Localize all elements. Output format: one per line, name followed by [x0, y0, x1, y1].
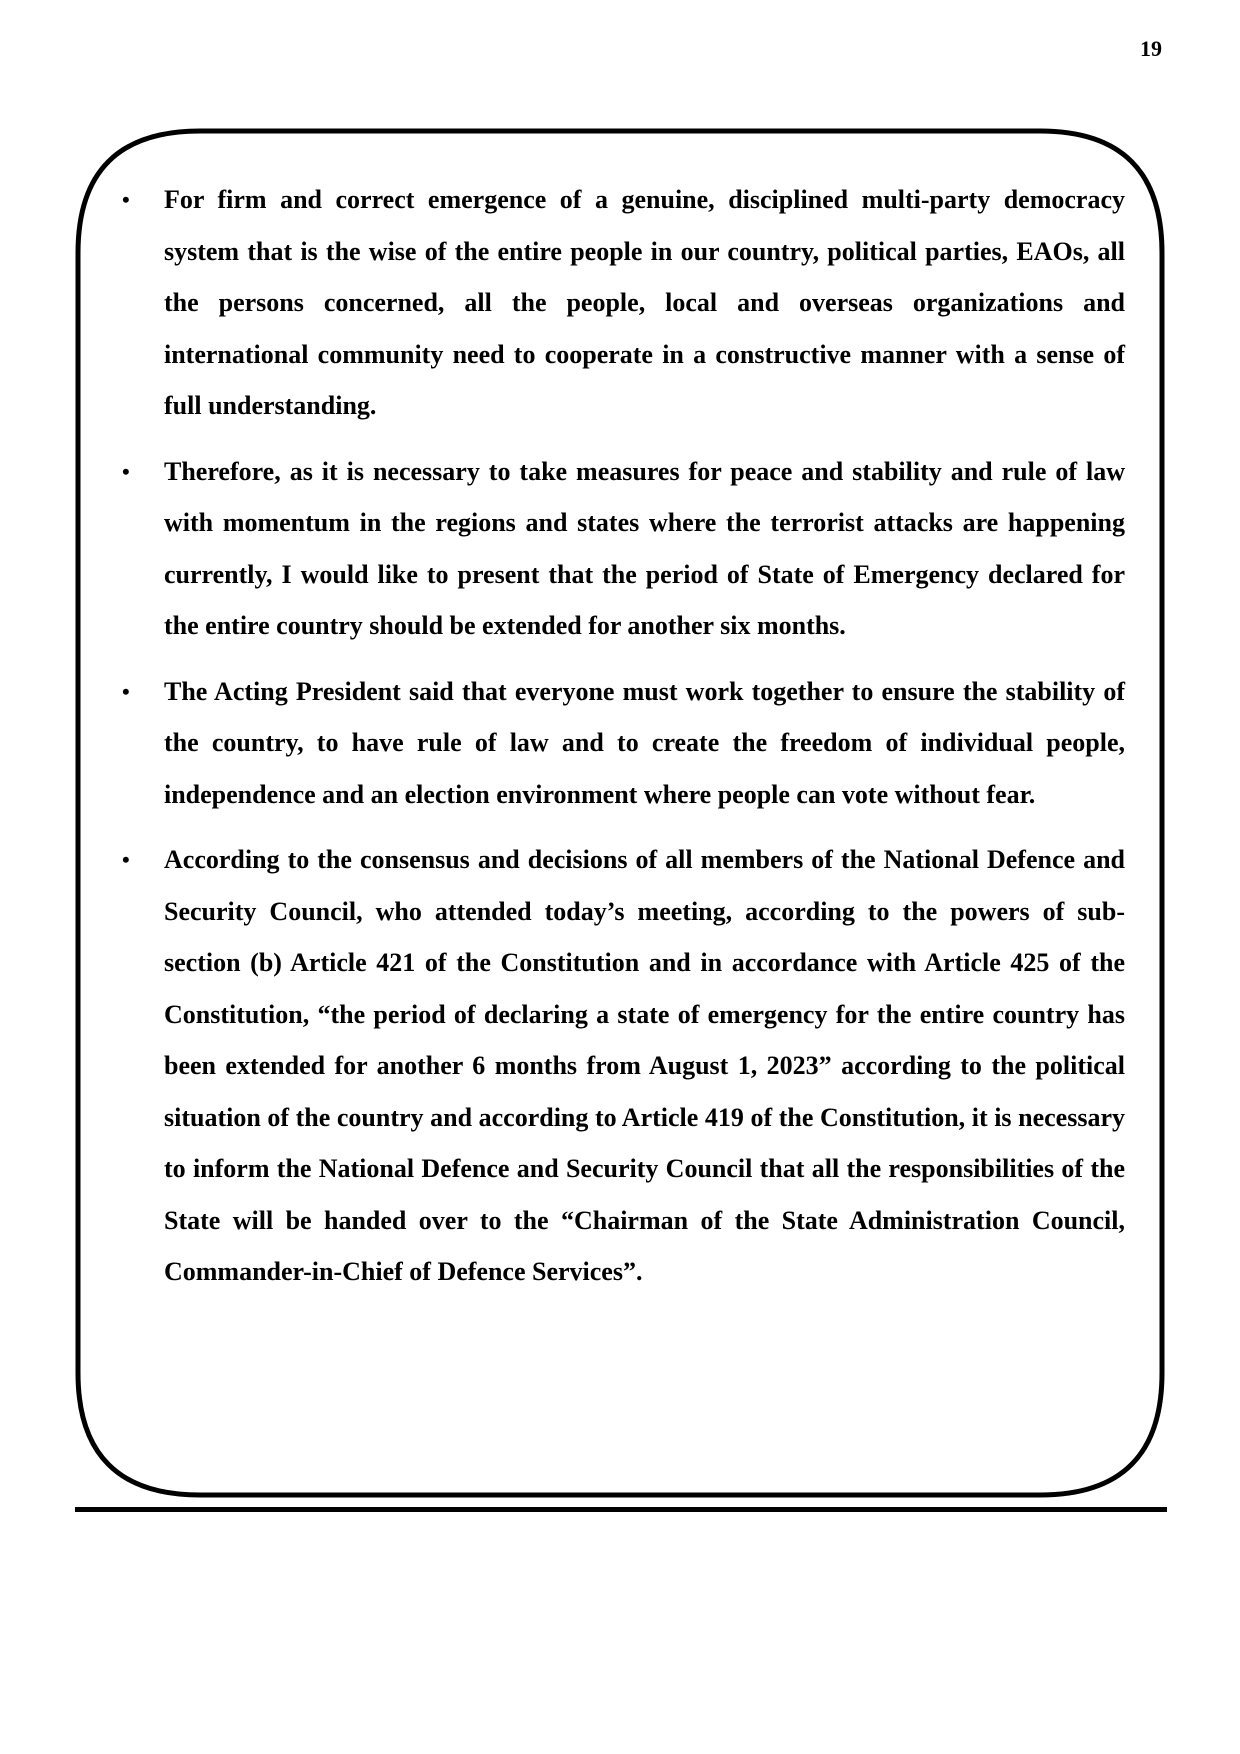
bullet-icon: • [122, 458, 130, 484]
list-item [120, 174, 1125, 432]
list-item-text: For firm and correct emergence of a genuine, disciplined multi-party democracy system that is the wise of the entire people in our country, political parties, EAOs, all the persons concerned, all the people, local and overseas organizations and international community need to cooperate in a constructive manner with a sense of full understanding. [164, 185, 1125, 420]
list-item [120, 834, 1125, 1298]
list-item [120, 666, 1125, 821]
list-item [120, 446, 1125, 652]
bottom-divider-rule [75, 1507, 1167, 1512]
bullet-icon: • [122, 847, 130, 872]
page-number: 19 [1140, 36, 1162, 61]
list-item-text: Therefore, as it is necessary to take measures for peace and stability and rule of law with momentum in the regions and states where the terrorist attacks are happening currently, I would like to present that the period of State of Emergency declared for the entire country should be extended for another six months. [164, 456, 1125, 640]
bullet-list [120, 174, 1125, 1312]
list-item-text: According to the consensus and decisions of all members of the National Defence and Security Council, who attended today’s meeting, according to the powers of sub-section (b) Article 421 of the Constitution and in accordance with Article 425 of the Constitution, “the period of declaring a state of emergency for the entire country has been extended for another 6 months from August 1, 2023” according to the political situation of the country and according to Article 419 of the Constitution, it is necessary to inform the National Defence and Security Council that all the responsibilities of the State will be handed over to the “Chairman of the State Administration Council, Commander-in-Chief of Defence Services”. [164, 845, 1125, 1286]
bullet-icon: • [122, 678, 130, 704]
bullet-icon: • [122, 187, 130, 212]
list-item-text: The Acting President said that everyone must work together to ensure the stability of the country, to have rule of law and to create the freedom of individual people, independence and an election environment where people can vote without fear. [164, 676, 1125, 809]
